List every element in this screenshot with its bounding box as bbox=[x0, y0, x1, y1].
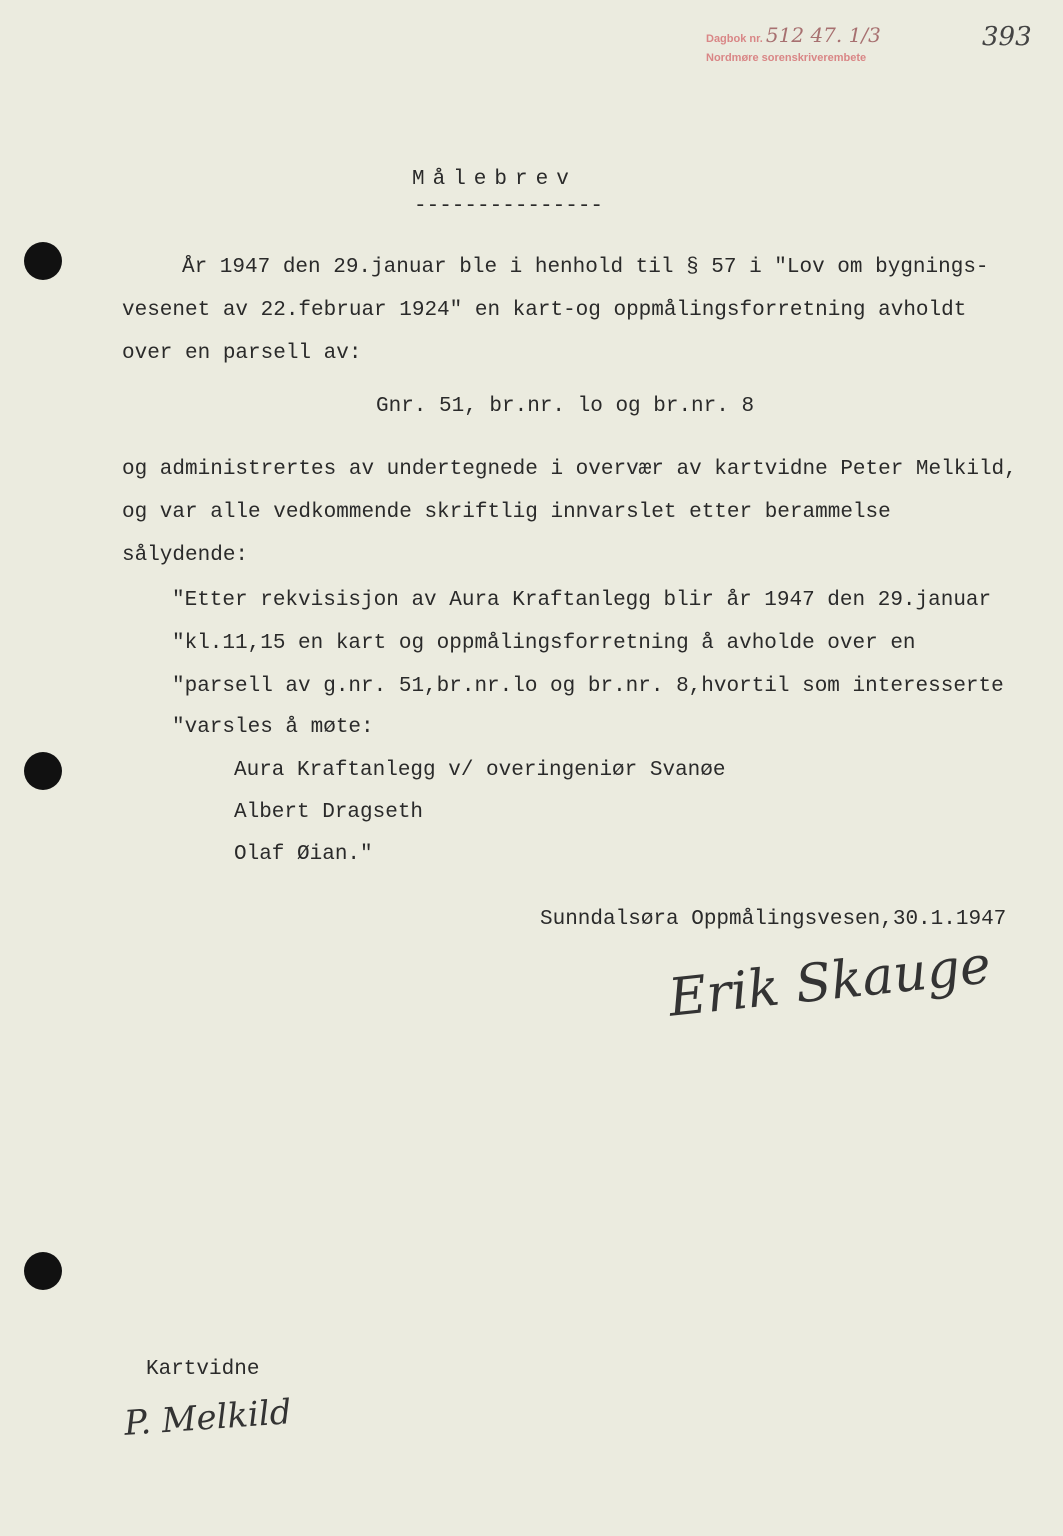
document-title: Målebrev bbox=[412, 168, 577, 191]
admin-line: og administrertes av undertegnede i overvær av kartvidne Peter Melkild, bbox=[122, 458, 1017, 481]
folio-number: 393 bbox=[982, 22, 1032, 52]
stamp-label: Dagbok nr. bbox=[706, 33, 763, 45]
quote-line: "kl.11,15 en kart og oppmålingsforretning å avholde over en bbox=[172, 632, 916, 655]
title-underline: --------------- bbox=[414, 195, 604, 218]
admin-line: sålydende: bbox=[122, 544, 249, 567]
parcel-line: Gnr. 51, br.nr. lo og br.nr. 8 bbox=[376, 395, 755, 418]
invitee: Albert Dragseth bbox=[234, 801, 424, 824]
intro-line: vesenet av 22.februar 1924" en kart-og oppmålingsforretning avholdt bbox=[122, 299, 967, 322]
registry-stamp bbox=[706, 23, 976, 68]
stamp-office: Nordmøre sorenskriverembete bbox=[706, 52, 867, 64]
admin-line: og var alle vedkommende skriftlig innvarslet etter berammelse bbox=[122, 501, 891, 524]
surveyor-signature: Erik Skauge bbox=[665, 935, 994, 1029]
punch-hole bbox=[24, 242, 62, 280]
witness-signature: P. Melkild bbox=[122, 1392, 293, 1444]
punch-hole bbox=[24, 1252, 62, 1290]
place-date: Sunndalsøra Oppmålingsvesen,30.1.1947 bbox=[540, 908, 1007, 931]
invitee: Aura Kraftanlegg v/ overingeniør Svanøe bbox=[234, 759, 726, 782]
punch-hole bbox=[24, 752, 62, 790]
stamp-handwritten-number: 512 47. 1/3 bbox=[765, 23, 881, 47]
invitee: Olaf Øian." bbox=[234, 843, 373, 866]
witness-label: Kartvidne bbox=[146, 1358, 260, 1381]
quote-line: "varsles å møte: bbox=[172, 716, 374, 739]
intro-line: År 1947 den 29.januar ble i henhold til § 57 i "Lov om bygnings- bbox=[182, 256, 989, 279]
quote-line: "Etter rekvisisjon av Aura Kraftanlegg blir år 1947 den 29.januar bbox=[172, 589, 992, 612]
quote-line: "parsell av g.nr. 51,br.nr.lo og br.nr. 8,hvortil som interesserte bbox=[172, 675, 1004, 698]
intro-line: over en parsell av: bbox=[122, 342, 362, 365]
